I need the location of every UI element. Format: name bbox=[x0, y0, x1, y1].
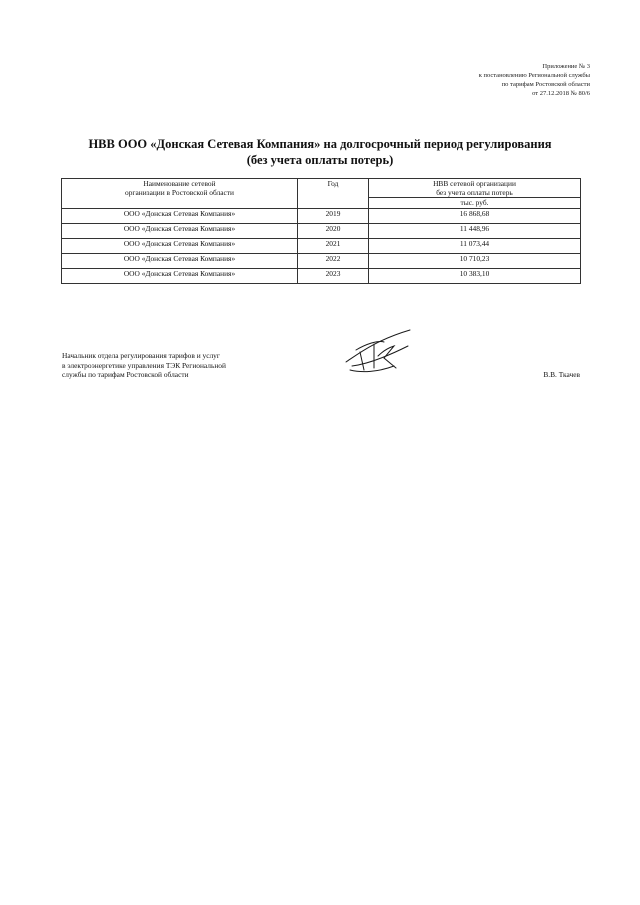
appendix-line: по тарифам Ростовской области bbox=[501, 81, 590, 88]
header-nvv bbox=[369, 179, 581, 198]
cell-year: 2021 bbox=[298, 239, 369, 254]
cell-value: 16 868,68 bbox=[369, 209, 581, 224]
cell-organization: ООО «Донская Сетевая Компания» bbox=[62, 209, 298, 224]
cell-organization: ООО «Донская Сетевая Компания» bbox=[62, 224, 298, 239]
table-header-row bbox=[62, 179, 581, 198]
cell-organization: ООО «Донская Сетевая Компания» bbox=[62, 269, 298, 284]
appendix-line: к постановлению Региональной службы bbox=[478, 72, 590, 79]
header-nvv-line1: НВВ сетевой организации bbox=[433, 179, 516, 188]
cell-year: 2022 bbox=[298, 254, 369, 269]
header-organization-line1: Наименование сетевой bbox=[143, 179, 216, 188]
nvv-table bbox=[61, 178, 581, 284]
title-line-1: НВВ ООО «Донская Сетевая Компания» на долгосрочный период регулирования bbox=[88, 137, 552, 151]
document-title bbox=[60, 136, 580, 168]
header-organization-line2: организации в Ростовской области bbox=[125, 188, 234, 197]
cell-value: 10 383,10 bbox=[369, 269, 581, 284]
table-row bbox=[62, 269, 581, 284]
appendix-line: от 27.12.2018 № 80/6 bbox=[532, 90, 590, 97]
table-row bbox=[62, 209, 581, 224]
header-organization bbox=[62, 179, 298, 209]
signer-position-line: в электроэнергетике управления ТЭК Региональной bbox=[62, 360, 226, 370]
table-row bbox=[62, 254, 581, 269]
signer-name: В.В. Ткачев bbox=[543, 370, 580, 379]
cell-value: 11 073,44 bbox=[369, 239, 581, 254]
signer-position-line: Начальник отдела регулирования тарифов и услуг bbox=[62, 351, 220, 360]
header-unit: тыс. руб. bbox=[369, 198, 581, 209]
cell-organization: ООО «Донская Сетевая Компания» bbox=[62, 239, 298, 254]
cell-year: 2019 bbox=[298, 209, 369, 224]
table-row bbox=[62, 239, 581, 254]
cell-value: 10 710,23 bbox=[369, 254, 581, 269]
cell-value: 11 448,96 bbox=[369, 224, 581, 239]
table-row bbox=[62, 224, 581, 239]
appendix-line: Приложение № 3 bbox=[542, 63, 590, 70]
header-year: Год bbox=[298, 179, 369, 209]
title-line-2: (без учета оплаты потерь) bbox=[246, 153, 394, 167]
cell-year: 2020 bbox=[298, 224, 369, 239]
signer-position-line: службы по тарифам Ростовской области bbox=[62, 370, 189, 379]
signer-position bbox=[62, 351, 226, 380]
cell-year: 2023 bbox=[298, 269, 369, 284]
cell-organization: ООО «Донская Сетевая Компания» bbox=[62, 254, 298, 269]
signature-image bbox=[338, 326, 418, 376]
appendix-header bbox=[479, 62, 590, 98]
header-nvv-line2: без учета оплаты потерь bbox=[436, 188, 513, 197]
